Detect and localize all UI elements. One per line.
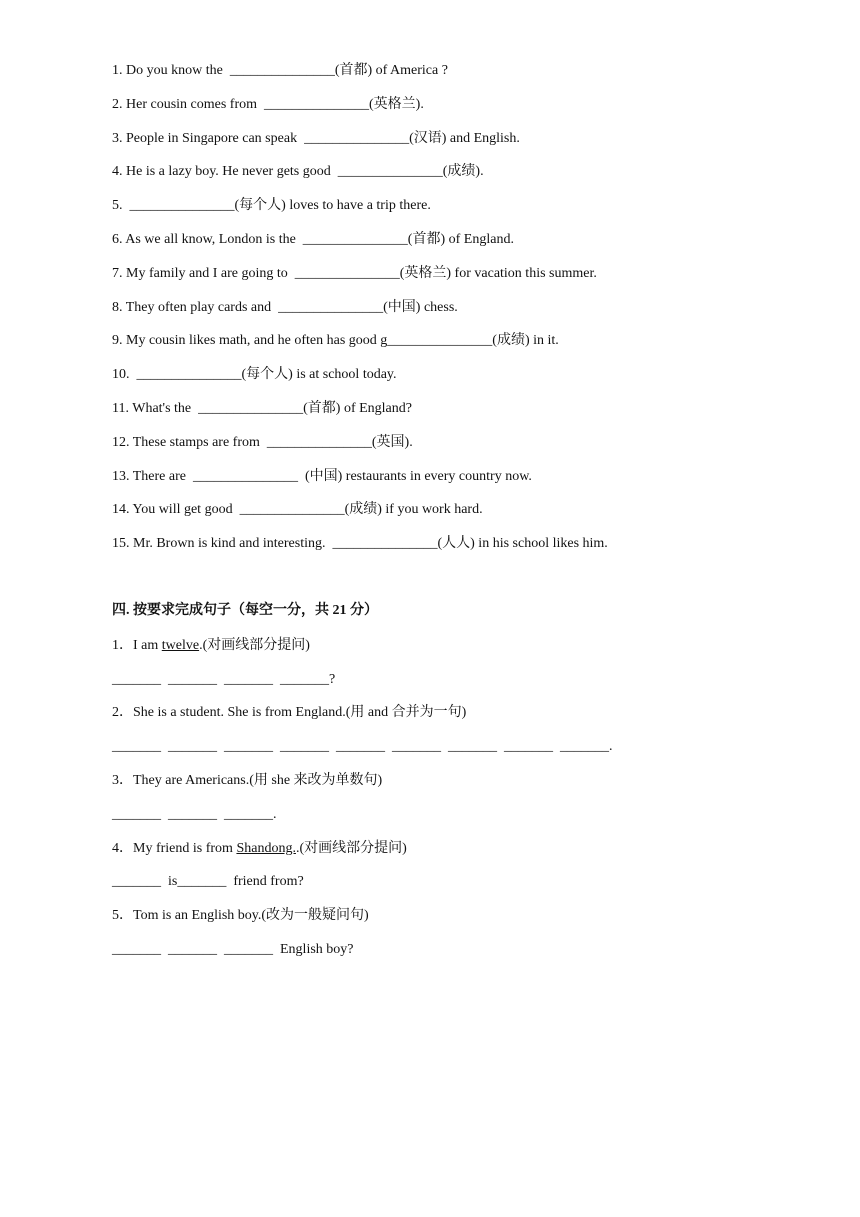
question-item: 14. You will get good _______________(成绩) if you work hard.: [112, 502, 483, 517]
question-prompt: 3．They are Americans.(用 she 来改为单数句): [112, 773, 383, 788]
prompt-prefix: 1．I am: [112, 638, 162, 653]
question-item: 15. Mr. Brown is kind and interesting. _______________(人人) in his school likes him.: [112, 536, 608, 551]
question-item: 7. My family and I are going to _______________(英格兰) for vacation this summer.: [112, 266, 597, 281]
prompt-suffix: .(对画线部分提问): [295, 841, 407, 856]
underlined-word: Shandong.: [236, 841, 296, 856]
question-item: 13. There are _______________ (中国) restaurants in every country now.: [112, 469, 532, 484]
answer-blanks: _______ _______ _______ _______?: [112, 672, 336, 687]
question-item: 4. He is a lazy boy. He never gets good _______________(成绩).: [112, 164, 484, 179]
answer-blanks: _______ is_______ friend from?: [112, 874, 304, 889]
prompt-prefix: 4．My friend is from: [112, 841, 237, 856]
question-item: 5. _______________(每个人) loves to have a trip there.: [112, 198, 431, 213]
question-item: 10. _______________(每个人) is at school today.: [112, 367, 397, 382]
underlined-word: twelve: [161, 638, 200, 653]
question-item: 12. These stamps are from _______________(英国).: [112, 435, 413, 450]
question-item: 3. People in Singapore can speak _______________(汉语) and English.: [112, 131, 520, 146]
answer-blanks: _______ _______ _______ English boy?: [112, 942, 354, 957]
question-item: 8. They often play cards and _______________(中国) chess.: [112, 300, 458, 315]
answer-blanks: _______ _______ _______ _______ _______ _______ _______ _______ _______.: [112, 739, 613, 754]
question-prompt: [112, 839, 407, 859]
question-prompt: 2．She is a student. She is from England.(用 and 合并为一句): [112, 705, 467, 720]
question-item: 1. Do you know the _______________(首都) of America ?: [112, 63, 448, 78]
question-prompt: 5．Tom is an English boy.(改为一般疑问句): [112, 908, 369, 923]
section-heading: 四. 按要求完成句子（每空一分，共 21 分）: [112, 603, 378, 618]
question-prompt: [112, 636, 310, 656]
prompt-suffix: .(对画线部分提问): [199, 638, 310, 653]
question-item: 11. What's the _______________(首都) of England?: [112, 401, 412, 416]
question-item: 6. As we all know, London is the _______________(首都) of England.: [112, 232, 514, 247]
answer-blanks: _______ _______ _______.: [112, 807, 277, 822]
question-item: 2. Her cousin comes from _______________(英格兰).: [112, 97, 424, 112]
question-item: 9. My cousin likes math, and he often has good g_______________(成绩) in it.: [112, 333, 559, 348]
